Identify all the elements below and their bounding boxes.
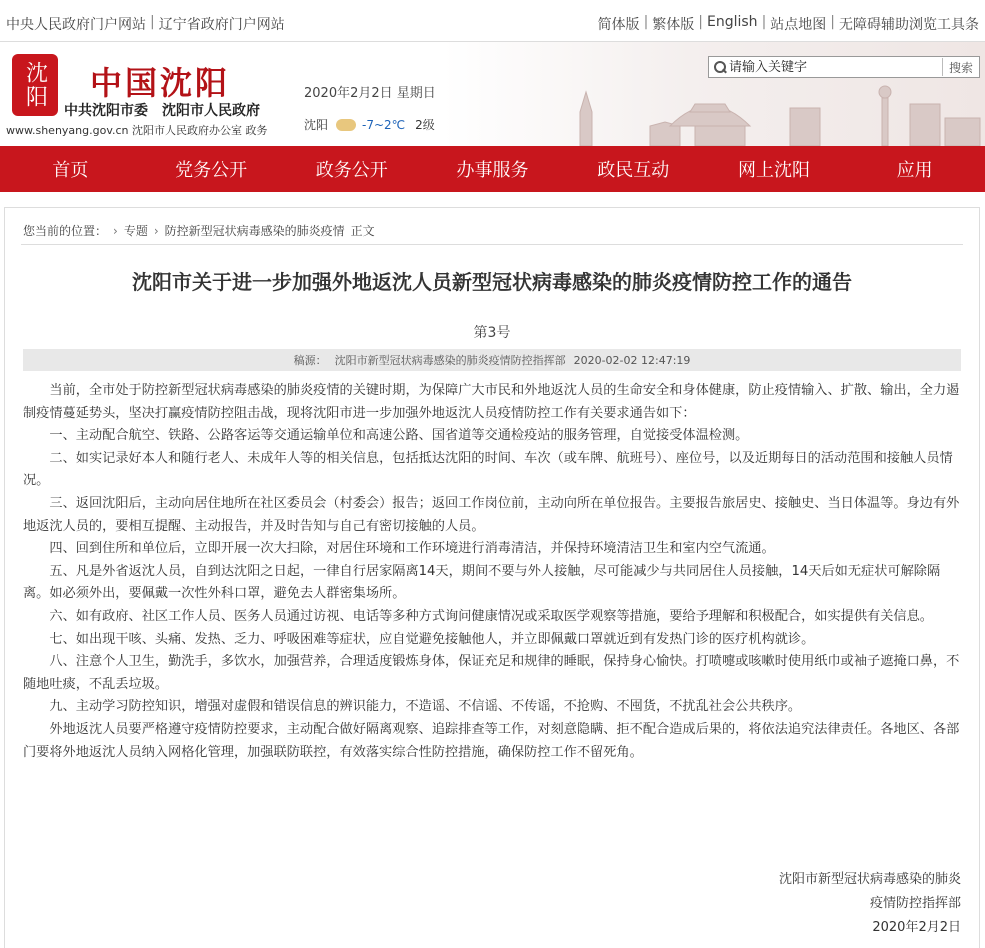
divider — [21, 244, 963, 245]
cloudy-icon — [336, 119, 356, 131]
nav-online-shenyang[interactable]: 网上沈阳 — [737, 160, 810, 181]
link-liaoning-gov[interactable]: 辽宁省政府门户网站 — [158, 17, 285, 33]
seal-text: 沈阳 — [22, 61, 48, 109]
link-central-gov[interactable]: 中央人民政府门户网站 — [6, 17, 146, 33]
search-icon — [709, 57, 729, 77]
nav-services[interactable]: 办事服务 — [456, 160, 529, 181]
separator: | — [830, 14, 835, 30]
paragraph: 外地返沈人员要严格遵守疫情防控要求，主动配合做好隔离观察、追踪排查等工作，对刻意隐瞒、拒不配合造成后果的，将依法追究法律责任。各地区、各部门要将外地返沈人员纳入网格化管理，加强联防联控，有效落实综合性防控措施，确保防控工作不留死角。 — [23, 721, 960, 760]
article-source: 沈阳市新型冠状病毒感染的肺炎疫情防控指挥部 — [334, 354, 566, 367]
site-title[interactable]: 中国沈阳 — [90, 64, 231, 102]
paragraph: 三、返回沈阳后，主动向居住地所在社区委员会（村委会）报告；返回工作岗位前，主动向所在单位报告。主要报告旅居史、接触史、当日体温等。身边有外地返沈人员的，要相互提醒、主动报告，并及时告知与自己有密切接触的人员。 — [23, 495, 960, 534]
separator: | — [761, 14, 767, 30]
link-sitemap[interactable]: 站点地图 — [770, 17, 827, 33]
paragraph: 四、回到住所和单位后，立即开展一次大扫除，对居住环境和工作环境进行消毒清洁，并保持环境清洁卫生和室内空气流通。 — [49, 541, 775, 557]
publish-time: 2020-02-02 12:47:19 — [573, 353, 691, 367]
nav-party-affairs[interactable]: 党务公开 — [175, 160, 248, 181]
nav-home[interactable]: 首页 — [52, 160, 89, 181]
nav-government-affairs[interactable]: 政务公开 — [315, 160, 388, 181]
document-number: 第3号 — [473, 325, 511, 341]
top-link-bar — [0, 0, 985, 42]
paragraph: 二、如实记录好本人和随行老人、未成年人等的相关信息，包括抵达沈阳的时间、车次（或车牌、航班号）、座位号，以及近期每日的活动范围和接触人员情况。 — [23, 450, 953, 489]
paragraph: 当前，全市处于防控新型冠状病毒感染的肺炎疫情的关键时期，为保障广大市民和外地返沈人员的生命安全和身体健康，防止疫情输入、扩散、输出，全力遏制疫情蔓延势头，坚决打赢疫情防控阻击战，现将沈阳市进一步加强外地返沈人员疫情防控工作有关要求通告如下： — [23, 383, 960, 421]
separator: | — [643, 14, 649, 30]
article-meta-bar — [23, 349, 961, 371]
city-skyline-illustration — [490, 82, 985, 146]
link-accessibility[interactable]: 无障碍辅助浏览工具条 — [839, 17, 979, 33]
paragraph: 一、主动配合航空、铁路、公路客运等交通运输单位和高速公路、国省道等交通检疫站的服务管理，自觉接受体温检测。 — [49, 428, 749, 444]
weather-wind: 2级 — [415, 118, 435, 132]
breadcrumb-item-topics[interactable]: 专题 — [123, 224, 148, 238]
city-seal-logo[interactable] — [12, 54, 58, 116]
external-links — [6, 14, 285, 34]
link-simplified[interactable]: 简体版 — [597, 17, 640, 33]
signature-date: 2020年2月2日 — [872, 920, 961, 935]
weather-widget — [304, 116, 435, 133]
paragraph: 七、如出现干咳、头痛、发热、乏力、呼吸困难等症状，应自觉避免接触他人，并立即佩戴口罩就近到有发热门诊的医疗机构就诊。 — [49, 631, 815, 647]
link-traditional[interactable]: 繁体版 — [652, 17, 695, 33]
separator: | — [150, 14, 155, 30]
nav-interaction[interactable]: 政民互动 — [597, 160, 670, 181]
search-box — [708, 56, 980, 78]
article-title: 沈阳市关于进一步加强外地返沈人员新型冠状病毒感染的肺炎疫情防控工作的通告 — [132, 270, 852, 294]
nav-apps[interactable]: 应用 — [896, 160, 933, 181]
link-english[interactable]: English — [707, 14, 758, 30]
chevron-right-icon: › — [153, 223, 159, 238]
breadcrumb — [23, 222, 375, 239]
weather-temp: -7~2℃ — [362, 117, 406, 132]
main-nav — [0, 146, 985, 192]
site-url: www.shenyang.gov.cn 沈阳市人民政府办公室 政务 — [6, 124, 268, 137]
chevron-right-icon: › — [113, 223, 118, 238]
source-label: 稿源： — [293, 354, 327, 367]
utility-links — [598, 14, 979, 34]
paragraph: 六、如有政府、社区工作人员、医务人员通过访视、电话等多种方式询问健康情况或采取医学观察等措施，要给予理解和积极配合，如实提供有关信息。 — [49, 608, 933, 624]
site-header — [0, 42, 985, 146]
signature-org-line1: 沈阳市新型冠状病毒感染的肺炎 — [778, 872, 961, 887]
paragraph: 八、注意个人卫生，勤洗手，多饮水，加强营养，合理适度锻炼身体，保证充足和规律的睡眠，保持身心愉快。打喷嚏或咳嗽时使用纸巾或袖子遮掩口鼻，不随地吐痰，不乱丢垃圾。 — [23, 654, 960, 692]
breadcrumb-item-epidemic[interactable]: 防控新型冠状病毒感染的肺炎疫情 — [164, 224, 345, 238]
separator: | — [698, 14, 703, 30]
breadcrumb-item-current: 正文 — [350, 224, 375, 238]
signature-org-line2: 疫情防控指挥部 — [869, 896, 961, 911]
search-input[interactable] — [729, 60, 942, 75]
breadcrumb-prefix: 您当前的位置： — [23, 224, 108, 238]
site-subtitle: 中共沈阳市委 沈阳市人民政府 — [64, 103, 260, 119]
weather-city: 沈阳 — [304, 118, 329, 132]
article-container — [4, 207, 980, 948]
current-date: 2020年2月2日 星期日 — [304, 86, 436, 101]
search-button[interactable]: 搜索 — [942, 58, 979, 76]
article-body — [23, 380, 965, 764]
paragraph: 九、主动学习防控知识，增强对虚假和错误信息的辨识能力，不造谣、不信谣、不传谣，不抢购、不囤货，不扰乱社会公共秩序。 — [49, 699, 802, 715]
paragraph: 五、凡是外省返沈人员，自到达沈阳之日起，一律自行居家隔离14天，期间不要与外人接触，尽可能减少与共同居住人员接触，14天后如无症状可解除隔离。如必须外出，要佩戴一次性外科口罩，避免去人群密集场所。 — [23, 563, 941, 602]
